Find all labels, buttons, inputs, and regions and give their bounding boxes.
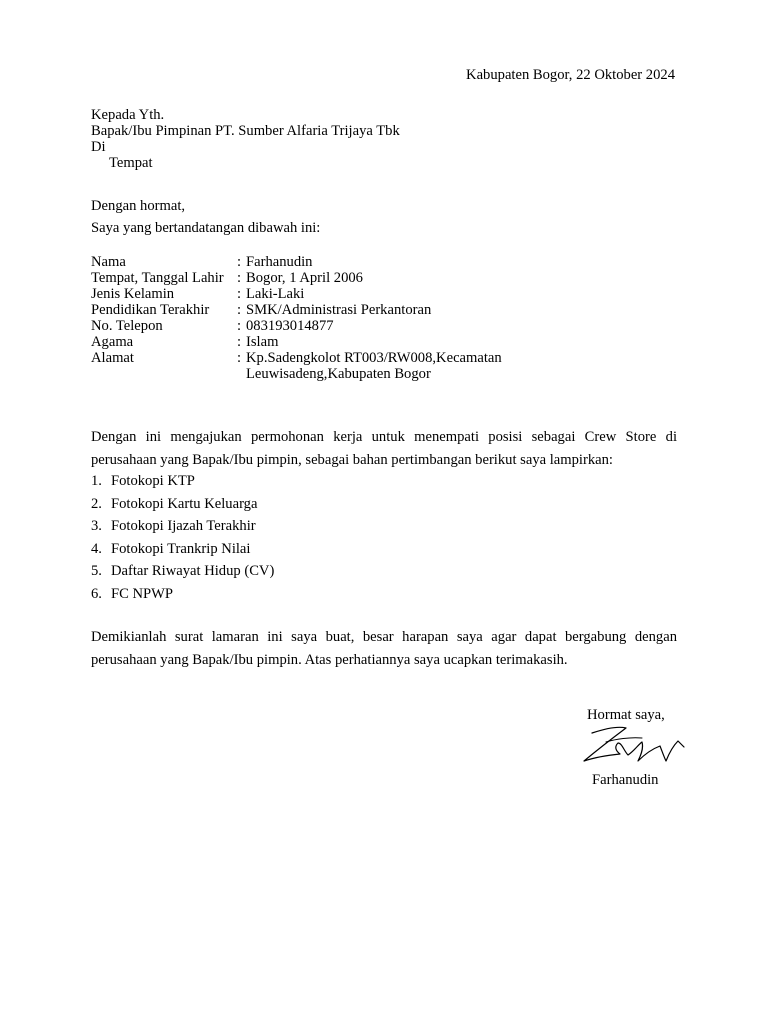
- list-item-number: 1.: [91, 473, 102, 489]
- list-item: [91, 493, 274, 516]
- field-value: Kp.Sadengkolot RT003/RW008,Kecamatan: [246, 350, 502, 366]
- list-item-text: Daftar Riwayat Hidup (CV): [111, 563, 275, 579]
- field-label: Agama: [91, 334, 134, 350]
- recipient-block: [91, 107, 400, 171]
- field-label: Pendidikan Terakhir: [91, 302, 210, 318]
- list-item-number: 6.: [91, 585, 102, 602]
- list-item-number: 3.: [91, 518, 102, 534]
- list-item: [91, 470, 274, 493]
- field-separator: :: [237, 350, 242, 366]
- list-item: [91, 560, 274, 583]
- field-label: No. Telepon: [91, 318, 163, 334]
- field-label: Jenis Kelamin: [91, 286, 175, 302]
- field-label: Tempat, Tanggal Lahir: [91, 270, 224, 286]
- field-row-jenis-kelamin: [91, 286, 502, 302]
- field-value: Islam: [246, 334, 279, 350]
- list-item-text: Fotokopi Kartu Keluarga: [111, 495, 258, 512]
- list-item-text: FC NPWP: [111, 585, 174, 602]
- list-item-number: 5.: [91, 563, 102, 579]
- field-row-pendidikan: [91, 302, 502, 318]
- field-value: SMK/Administrasi Perkantoran: [246, 302, 432, 318]
- field-separator: :: [237, 302, 242, 318]
- closing-paragraph: Demikianlah surat lamaran ini saya buat, besar harapan saya agar dapat bergabung dengan perusahaan yang Bapak/Ibu pimpin. Atas perhatiannya saya ucapkan terimakasih.: [91, 629, 677, 668]
- list-item-text: Fotokopi KTP: [111, 473, 195, 489]
- signature-image: [576, 721, 686, 777]
- recipient-name: Bapak/Ibu Pimpinan PT. Sumber Alfaria Trijaya Tbk: [91, 123, 400, 139]
- field-separator: :: [237, 318, 242, 334]
- field-value: Laki-Laki: [246, 286, 305, 302]
- field-value-continuation: Leuwisadeng,Kabupaten Bogor: [246, 366, 431, 382]
- signer-name: Farhanudin: [592, 772, 659, 788]
- field-separator: :: [237, 286, 242, 302]
- list-item-number: 2.: [91, 495, 102, 512]
- list-item: [91, 538, 274, 561]
- field-value: Farhanudin: [246, 254, 313, 270]
- closing-salutation: Hormat saya,: [587, 707, 665, 723]
- recipient-salutation: Kepada Yth.: [91, 107, 165, 123]
- field-row-telepon: [91, 318, 502, 334]
- field-separator: :: [237, 334, 242, 350]
- field-separator: :: [237, 270, 242, 286]
- field-label: Nama: [91, 254, 126, 270]
- applicant-details: [91, 254, 502, 382]
- field-separator: :: [237, 254, 242, 270]
- list-item: [91, 515, 274, 538]
- recipient-place: Tempat: [109, 155, 153, 171]
- greeting: Dengan hormat,: [91, 198, 186, 214]
- field-row-ttl: [91, 270, 502, 286]
- field-row-alamat: [91, 350, 502, 366]
- list-item-text: Fotokopi Trankrip Nilai: [111, 540, 251, 557]
- recipient-di: Di: [91, 139, 106, 155]
- list-item-number: 4.: [91, 540, 102, 557]
- place-date: Kabupaten Bogor, 22 Oktober 2024: [466, 67, 675, 83]
- intro-text: Saya yang bertandatangan dibawah ini:: [91, 220, 321, 236]
- field-label: Alamat: [91, 350, 134, 366]
- body-paragraph: Dengan ini mengajukan permohonan kerja untuk menempati posisi sebagai Crew Store di perusahaan yang Bapak/Ibu pimpin, sebagai bahan pertimbangan berikut saya lampirkan:: [91, 429, 677, 468]
- attachment-list: [91, 470, 274, 605]
- list-item: [91, 583, 274, 606]
- field-value: 083193014877: [246, 318, 334, 334]
- field-row-nama: [91, 254, 502, 270]
- field-value: Bogor, 1 April 2006: [246, 270, 363, 286]
- list-item-text: Fotokopi Ijazah Terakhir: [111, 518, 256, 534]
- field-row-agama: [91, 334, 502, 350]
